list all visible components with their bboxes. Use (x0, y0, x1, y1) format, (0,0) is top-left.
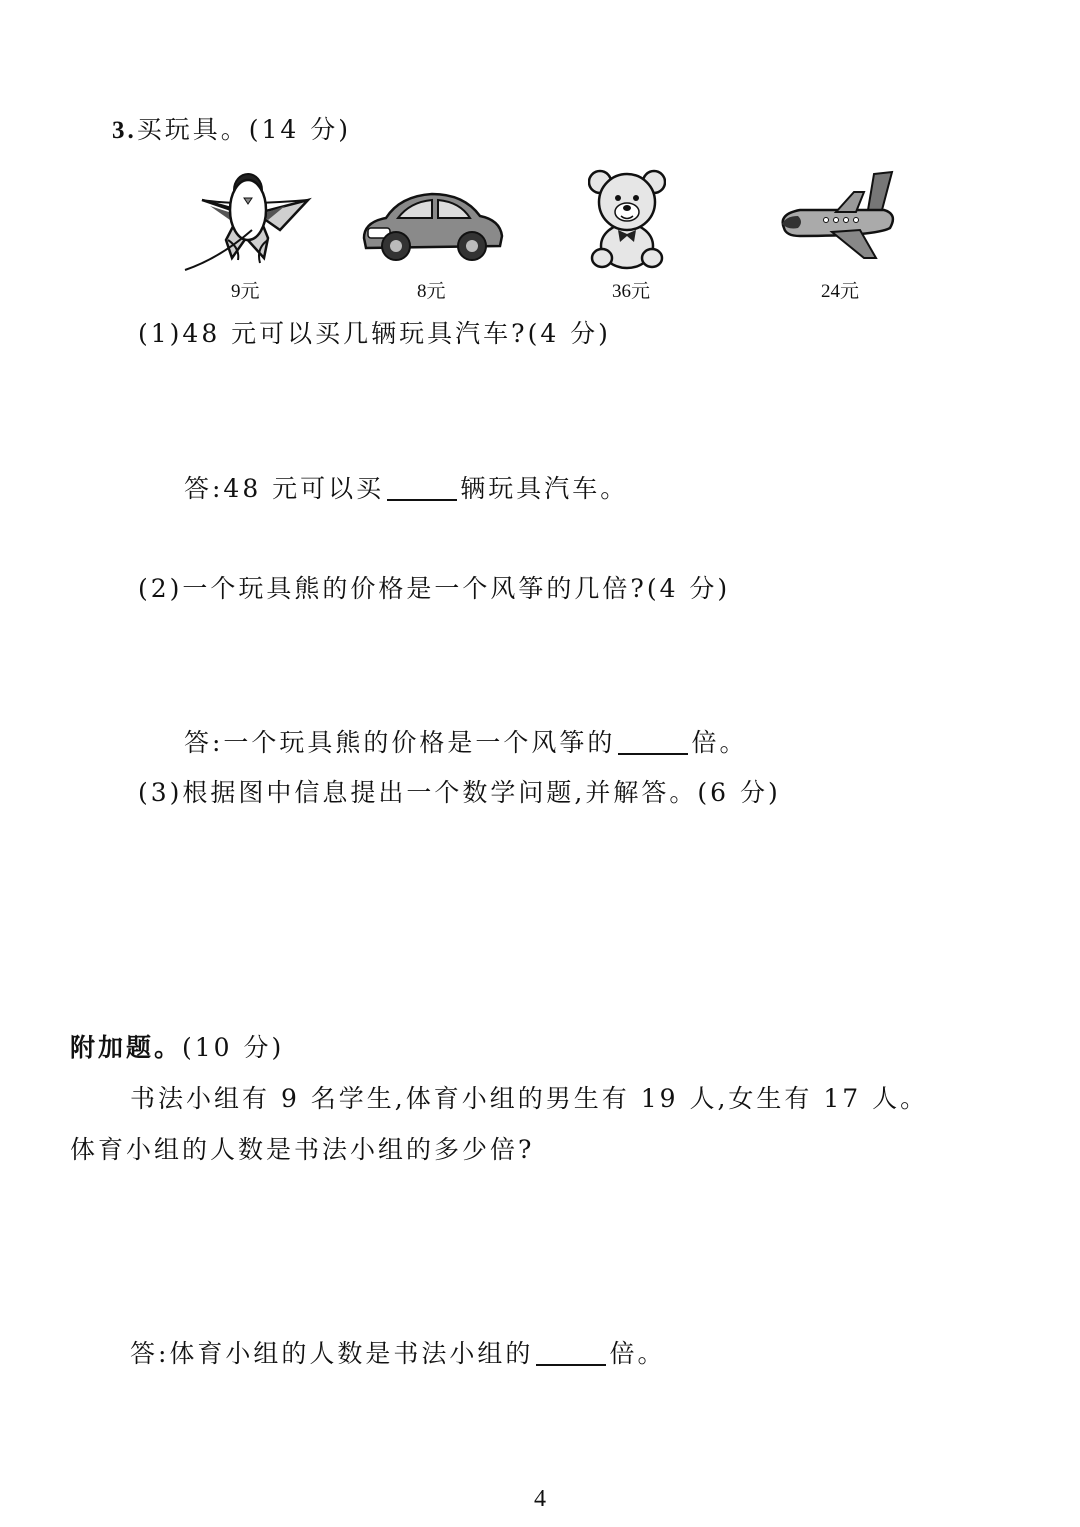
kite-price: 9元 (231, 281, 260, 302)
bonus-score: (10 分) (182, 1033, 285, 1062)
bonus-text-line2: 体育小组的人数是书法小组的多少倍? (70, 1135, 535, 1164)
answer-3-2 (184, 726, 747, 760)
bonus-answer-prefix: 答:体育小组的人数是书法小组的 (130, 1339, 534, 1368)
kite-icon (180, 168, 315, 273)
airplane-price: 24元 (821, 281, 860, 302)
bonus-answer-suffix: 倍。 (609, 1339, 666, 1368)
bonus-title (70, 1031, 284, 1065)
car-price: 8元 (417, 281, 446, 302)
bonus-text-line1: 书法小组有 9 名学生,体育小组的男生有 19 人,女生有 17 人。 (130, 1084, 929, 1113)
answer-3-1 (184, 472, 628, 506)
answer-3-1-prefix: 答:48 元可以买 (184, 474, 385, 503)
page-number: 4 (534, 1486, 546, 1512)
question-title-text: 买玩具。(14 分) (136, 115, 352, 144)
question-3-2: (2)一个玩具熊的价格是一个风筝的几倍?(4 分) (138, 574, 731, 603)
answer-3-2-blank[interactable] (618, 727, 688, 755)
question-number: 3. (112, 117, 137, 144)
question-3-1: (1)48 元可以买几辆玩具汽车?(4 分) (138, 319, 611, 348)
question-3-title (112, 113, 351, 148)
toy-car-icon (360, 188, 505, 264)
bear-price: 36元 (612, 281, 651, 302)
answer-3-1-blank[interactable] (387, 473, 457, 501)
teddy-bear-icon (588, 166, 666, 272)
answer-3-1-suffix: 辆玩具汽车。 (460, 474, 629, 503)
bonus-answer (130, 1337, 665, 1371)
bonus-answer-blank[interactable] (536, 1338, 606, 1366)
answer-3-2-prefix: 答:一个玩具熊的价格是一个风筝的 (184, 728, 616, 757)
question-3-3: (3)根据图中信息提出一个数学问题,并解答。(6 分) (138, 778, 781, 807)
bonus-title-label: 附加题。 (70, 1033, 183, 1062)
toy-airplane-icon (776, 170, 901, 262)
answer-3-2-suffix: 倍。 (691, 728, 748, 757)
